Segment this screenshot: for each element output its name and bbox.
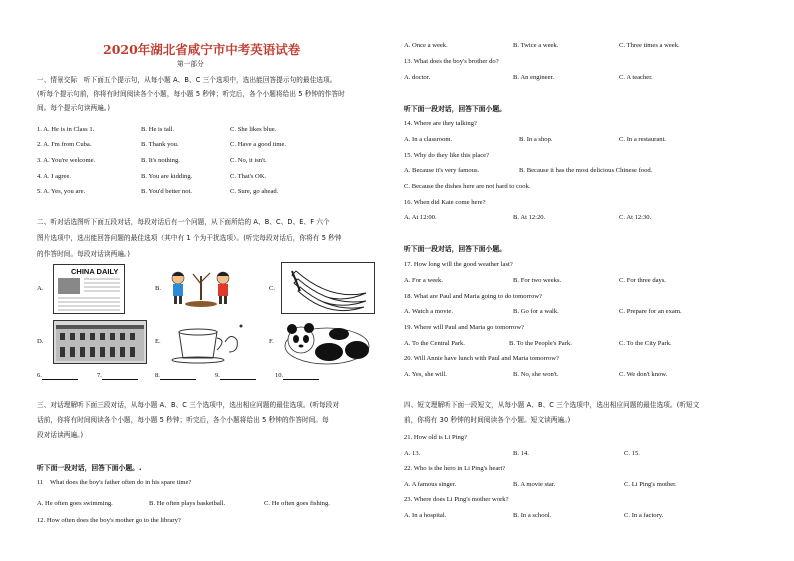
q22-option-b[interactable]: B. A movie star. — [513, 481, 556, 488]
newspaper-masthead: CHINA DAILY — [71, 267, 119, 276]
q22-option-c[interactable]: C. Li Ping's mother. — [624, 481, 677, 488]
q4-option-b[interactable]: B. You are kidding. — [141, 173, 193, 180]
q2-option-c[interactable]: C. Have a good time. — [230, 141, 287, 148]
q5-option-c[interactable]: C. Sure, go ahead. — [230, 188, 279, 195]
newspaper-columns — [54, 265, 124, 313]
q18-option-c[interactable]: C. Prepare for an exam. — [619, 308, 682, 315]
q21-text: 21. How old is Li Ping? — [404, 434, 468, 441]
panda-drawing — [281, 318, 373, 366]
q15-option-b[interactable]: B. Because it has the most delicious Chinese food. — [519, 167, 653, 174]
part-label: 第一部分 — [177, 60, 204, 68]
answer-blank-10[interactable]: 10. — [275, 371, 319, 380]
q23-option-a[interactable]: A. In a hospital. — [404, 512, 447, 519]
section3-instructions-line3: 段对话读两遍。) — [37, 431, 84, 439]
q16-option-a[interactable]: A. At 12:00. — [404, 214, 437, 221]
q14-option-b[interactable]: B. In a shop. — [519, 136, 553, 143]
section2-instructions-line3: 的作答时间。每段对话读两遍。) — [37, 250, 131, 258]
q5-option-a[interactable]: 5. A. Yes, you are. — [37, 188, 86, 195]
q22-option-a[interactable]: A. A famous singer. — [404, 481, 457, 488]
q16-option-b[interactable]: B. At 12:20. — [513, 214, 546, 221]
q19-text: 19. Where will Paul and Maria go tomorrow? — [404, 324, 525, 331]
answer-blank-8[interactable]: 8. — [155, 371, 196, 380]
q3-option-c[interactable]: C. No, it isn't. — [230, 157, 267, 164]
q14-option-c[interactable]: C. In a restaurant. — [619, 136, 667, 143]
bananas-icon[interactable] — [281, 262, 375, 314]
answer-blank-6[interactable]: 6. — [37, 371, 78, 380]
section1-instructions-line3: 间。每个提示句读两遍。) — [37, 104, 111, 112]
q22-text: 22. Who is the hero in Li Ping's heart? — [404, 465, 506, 472]
q20-option-a[interactable]: A. Yes, she will. — [404, 371, 448, 378]
section1-instructions-line1: 一、情景交际 听下面五个提示句，从每小题 A、B、C 三个选项中，选出能回答提示句的最佳选项。 — [37, 76, 337, 84]
q2-option-a[interactable]: 2. A. I'm from Cuba. — [37, 141, 92, 148]
q2-option-b[interactable]: B. Thank you. — [141, 141, 179, 148]
q15-option-c[interactable]: C. Because the dishes here are not hard to cook. — [404, 183, 531, 190]
section2-instructions-line2: 图片选项中，选出能回答问题的最佳选项（其中有 1 个为干扰选项）。(听完每段对话后，你将有 5 秒钟 — [37, 234, 342, 242]
q11-text: 11 What does the boy's father often do in his spare time? — [37, 479, 192, 486]
q1-option-b[interactable]: B. He is tall. — [141, 126, 175, 133]
picture-e-label: E. — [155, 338, 161, 345]
q4-option-a[interactable]: 4. A. I agree. — [37, 173, 72, 180]
tea-cup-drawing — [169, 322, 243, 366]
kids-planting-icon[interactable] — [165, 262, 237, 312]
q14-text: 14. Where are they talking? — [404, 120, 477, 127]
panda-icon[interactable] — [281, 318, 373, 366]
q21-option-a[interactable]: A. 13. — [404, 450, 421, 457]
q3-option-a[interactable]: 3. A. You're welcome. — [37, 157, 96, 164]
section3-instructions-line2: 话前，你将有时间阅读各个小题，每小题 5 秒钟；听完后，各个小题将给出 5 秒钟的作答时间。每 — [37, 416, 329, 424]
q16-text: 16. When did Kate come here? — [404, 199, 486, 206]
q12-text: 12. How often does the boy's mother go to the library? — [37, 517, 181, 524]
q18-option-a[interactable]: A. Watch a movie. — [404, 308, 453, 315]
q13-text: 13. What does the boy's brother do? — [404, 58, 499, 65]
q19-option-c[interactable]: C. To the City Park. — [619, 340, 672, 347]
q20-option-c[interactable]: C. We don't know. — [619, 371, 668, 378]
dialogue3-heading: 听下面一段对话，回答下面小题。 — [404, 245, 506, 253]
building-icon[interactable] — [53, 320, 147, 364]
q23-text: 23. Where does Li Ping's mother work? — [404, 496, 509, 503]
q17-text: 17. How long will the good weather last? — [404, 261, 513, 268]
q14-option-a[interactable]: A. In a classroom. — [404, 136, 453, 143]
q11-option-c[interactable]: C. He often goes fishing. — [264, 500, 330, 507]
q19-option-b[interactable]: B. To the People's Park. — [509, 340, 572, 347]
q12-option-b[interactable]: B. Twice a week. — [513, 42, 559, 49]
q23-option-c[interactable]: C. In a factory. — [624, 512, 664, 519]
q11-option-b[interactable]: B. He often plays basketball. — [149, 500, 226, 507]
answer-blank-7[interactable]: 7. — [97, 371, 138, 380]
bananas-drawing — [282, 263, 374, 313]
section2-instructions-line1: 二、听对话选图听下面五段对话，每段对话后有一个问题，从下面所给的 A、B、C、D、E、F 六个 — [37, 218, 330, 226]
q13-option-a[interactable]: A. doctor. — [404, 74, 431, 81]
section3-instructions-line1: 三、对话理解听下面三段对话，从每小题 A、B、C 三个选项中，选出相应问题的最佳选项。(听每段对 — [37, 401, 340, 409]
q5-option-b[interactable]: B. You'd better not. — [141, 188, 193, 195]
q21-option-c[interactable]: C. 15. — [624, 450, 640, 457]
picture-a-label: A. — [37, 285, 44, 292]
kids-planting-drawing — [165, 262, 237, 312]
q20-text: 20. Will Annie have lunch with Paul and Maria tomorrow? — [404, 355, 559, 362]
q17-option-c[interactable]: C. For three days. — [619, 277, 667, 284]
picture-f-label: F. — [269, 338, 274, 345]
q16-option-c[interactable]: C. At 12:30. — [619, 214, 652, 221]
tea-cup-icon[interactable] — [169, 322, 243, 366]
q12-option-c[interactable]: C. Three times a week. — [619, 42, 680, 49]
q12-option-a[interactable]: A. Once a week. — [404, 42, 448, 49]
answer-blank-9[interactable]: 9. — [215, 371, 256, 380]
q20-option-b[interactable]: B. No, she won't. — [513, 371, 559, 378]
q15-option-a[interactable]: A. Because it's very famous. — [404, 167, 480, 174]
dialogue2-heading: 听下面一段对话，回答下面小题。 — [404, 105, 506, 113]
q1-option-a[interactable]: 1. A. He is in Class 1. — [37, 126, 95, 133]
section1-instructions-line2: (听每个提示句前，你将有时间阅读各个小题，每小题 5 秒钟；听完后，各个小题将给出 5 秒钟的作答时 — [37, 90, 345, 98]
picture-d-label: D. — [37, 338, 44, 345]
newspaper-icon[interactable] — [53, 264, 125, 314]
q23-option-b[interactable]: B. In a school. — [513, 512, 552, 519]
q13-option-c[interactable]: C. A teacher. — [619, 74, 653, 81]
q19-option-a[interactable]: A. To the Central Park. — [404, 340, 465, 347]
q4-option-c[interactable]: C. That's OK. — [230, 173, 267, 180]
page-title: 2020年湖北省咸宁市中考英语试卷 — [103, 42, 301, 57]
q18-text: 18. What are Paul and Maria going to do tomorrow? — [404, 293, 542, 300]
q13-option-b[interactable]: B. An engineer. — [513, 74, 555, 81]
section4-instructions-line2: 前，你将有 30 秒钟的时间阅读各个小题。短文读两遍。) — [404, 416, 571, 424]
q17-option-b[interactable]: B. For two weeks. — [513, 277, 562, 284]
picture-c-label: C. — [269, 285, 276, 292]
q15-text: 15. Why do they like this place? — [404, 152, 490, 159]
q18-option-b[interactable]: B. Go for a walk. — [513, 308, 559, 315]
q11-option-a[interactable]: A. He often goes swimming. — [37, 500, 113, 507]
section4-instructions-line1: 四、短文理解听下面一段短文，从每小题 A、B、C 三个选项中，选出相应问题的最佳选项。(听短文 — [404, 401, 700, 409]
q17-option-a[interactable]: A. For a week. — [404, 277, 444, 284]
section3-sub-heading: 听下面一段对话，回答下面小题。. — [37, 464, 142, 472]
q3-option-b[interactable]: B. It's nothing. — [141, 157, 180, 164]
building-drawing — [54, 321, 146, 363]
picture-b-label: B. — [155, 285, 162, 292]
q21-option-b[interactable]: B. 14. — [513, 450, 529, 457]
q1-option-c[interactable]: C. She likes blue. — [230, 126, 277, 133]
